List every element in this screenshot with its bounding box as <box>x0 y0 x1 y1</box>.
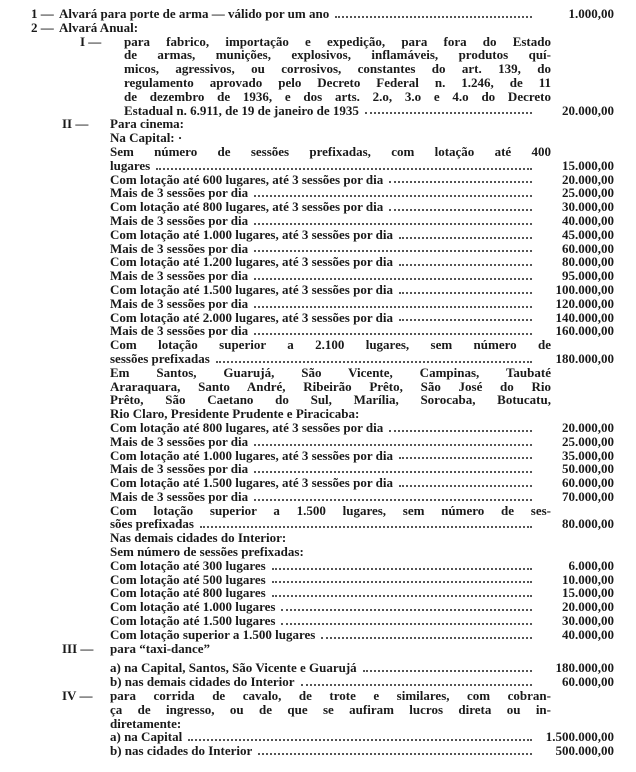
text-line <box>0 531 636 545</box>
item-description: Com lotação até 1.000 lugares <box>110 599 276 615</box>
text-line <box>0 117 636 131</box>
item-description: Com lotação até 300 lugares <box>110 557 266 573</box>
fee-item-row <box>0 586 636 600</box>
item-description: Rio Claro, Presidente Prudente e Piracicaba: <box>110 406 360 422</box>
dot-leader <box>258 745 532 755</box>
item-description: regulamento aprovado pelo Decreto Federal n. 1.246, de 11 <box>124 74 551 90</box>
dot-leader <box>399 449 532 459</box>
fee-item-row <box>0 462 636 476</box>
dot-leader <box>389 173 532 183</box>
fee-item-row <box>0 744 636 758</box>
item-description: Com lotação superior a 1.500 lugares <box>110 626 316 642</box>
fee-item-row <box>0 352 636 366</box>
item-description: Mais de 3 sessões por dia <box>110 185 249 201</box>
fee-item-row <box>0 490 636 504</box>
dot-leader <box>281 601 532 611</box>
fee-amount: 60.000,00 <box>562 674 614 690</box>
item-description: Mais de 3 sessões por dia <box>110 295 249 311</box>
item-description: Estadual n. 6.911, de 19 de janeiro de 1935 <box>124 102 359 118</box>
item-description: Com lotação até 1.500 lugares <box>110 613 276 629</box>
fee-amount: 120.000,00 <box>555 295 614 311</box>
item-description: Em Santos, Guarujá, São Vicente, Campinas, Taubaté <box>110 364 551 380</box>
item-description: Com lotação até 1.000 lugares, até 3 sessões por dia <box>110 226 393 242</box>
fee-amount: 95.000,00 <box>562 268 614 284</box>
text-line <box>0 504 636 518</box>
item-description: Com lotação até 600 lugares, até 3 sessões por dia <box>110 171 384 187</box>
fee-item-row <box>0 269 636 283</box>
item-description: Para cinema: <box>110 116 185 132</box>
fee-item-row <box>0 675 636 689</box>
fee-item-row <box>0 614 636 628</box>
fee-item-row <box>0 324 636 338</box>
fee-amount: 60.000,00 <box>562 475 614 491</box>
item-description: Com lotação até 1.200 lugares, até 3 sessões por dia <box>110 254 393 270</box>
item-description: Alvará Anual: <box>59 19 139 35</box>
text-line <box>0 380 636 394</box>
fee-amount: 50.000,00 <box>562 461 614 477</box>
item-description: Com lotação até 2.000 lugares, até 3 sessões por dia <box>110 309 393 325</box>
item-description: Com lotação até 1.500 lugares, até 3 sessões por dia <box>110 475 393 491</box>
dot-leader <box>399 477 532 487</box>
text-line <box>0 642 636 656</box>
dot-leader <box>254 242 532 252</box>
fee-item-row <box>0 159 636 173</box>
text-line <box>0 90 636 104</box>
item-description: sessões prefixadas <box>110 350 210 366</box>
fee-amount: 500.000,00 <box>555 743 614 759</box>
item-description: de dezembro de 1936, e dos arts. 2.o, 3.o e 4.o do Decreto <box>124 88 551 104</box>
text-line <box>0 717 636 731</box>
fee-amount: 30.000,00 <box>562 613 614 629</box>
fee-amount: 6.000,00 <box>568 557 614 573</box>
item-description: Sem número de sessões prefixadas: <box>110 544 304 560</box>
item-description: micos, agressivos, ou corrosivos, constantes do art. 139, do <box>124 61 551 77</box>
fee-item-row <box>0 7 636 21</box>
item-description: Com lotação até 800 lugares, até 3 sessões por dia <box>110 199 384 215</box>
fee-amount: 1.500.000,00 <box>545 729 614 745</box>
item-description: Mais de 3 sessões por dia <box>110 461 249 477</box>
item-description: Na Capital: · <box>110 130 183 146</box>
text-line <box>0 62 636 76</box>
fee-amount: 180.000,00 <box>555 350 614 366</box>
dot-leader <box>399 311 532 321</box>
fee-amount: 20.000,00 <box>562 102 614 118</box>
item-number: IV — <box>62 688 93 704</box>
dot-leader <box>254 491 532 501</box>
fee-item-row <box>0 449 636 463</box>
dot-leader <box>254 215 532 225</box>
fee-item-row <box>0 283 636 297</box>
fee-item-row <box>0 517 636 531</box>
dot-leader <box>272 560 532 570</box>
item-description: Alvará para porte de arma — válido por um ano <box>59 6 330 21</box>
item-description: para corrida de cavalo, de trote e similares, com cobran- <box>110 688 551 704</box>
dot-leader <box>363 662 532 672</box>
fee-amount: 20.000,00 <box>562 599 614 615</box>
fee-amount: 40.000,00 <box>562 626 614 642</box>
dot-leader <box>321 629 532 639</box>
fee-amount: 25.000,00 <box>562 185 614 201</box>
dot-leader <box>254 270 532 280</box>
fee-item-row <box>0 214 636 228</box>
item-description: Sem número de sessões prefixadas, com lotação até 400 <box>110 143 551 159</box>
text-line <box>0 703 636 717</box>
text-line <box>0 131 636 145</box>
dot-leader <box>254 298 532 308</box>
fee-item-row <box>0 255 636 269</box>
fee-item-row <box>0 628 636 642</box>
dot-leader <box>272 587 532 597</box>
dot-leader <box>188 731 532 741</box>
dot-leader <box>156 160 532 170</box>
item-description: b) nas cidades do Interior <box>110 743 253 759</box>
fee-amount: 80.000,00 <box>562 254 614 270</box>
fee-item-row <box>0 297 636 311</box>
item-number: 2 — <box>31 19 54 35</box>
fee-amount: 60.000,00 <box>562 240 614 256</box>
item-description: Com lotação superior a 2.100 lugares, sem número de <box>110 337 551 353</box>
dot-leader <box>301 676 532 686</box>
dot-leader <box>254 463 532 473</box>
dot-leader <box>365 104 532 114</box>
fee-item-row <box>0 242 636 256</box>
text-line <box>0 21 636 35</box>
fee-item-row <box>0 173 636 187</box>
fee-amount: 25.000,00 <box>562 433 614 449</box>
fee-amount: 160.000,00 <box>555 323 614 339</box>
fee-item-row <box>0 104 636 118</box>
item-description: Prêto, São Caetano do Sul, Marília, Sorocaba, Botucatu, <box>110 392 551 408</box>
item-description: diretamente: <box>110 715 182 731</box>
fee-amount: 1.000,00 <box>568 6 614 21</box>
dot-leader <box>254 187 532 197</box>
item-number: 1 — <box>31 6 54 21</box>
fee-item-row <box>0 573 636 587</box>
item-description: Mais de 3 sessões por dia <box>110 433 249 449</box>
dot-leader <box>216 353 532 363</box>
fee-amount: 20.000,00 <box>562 419 614 435</box>
item-description: Com lotação até 800 lugares <box>110 585 266 601</box>
item-description: ça de ingresso, ou de que se aufiram lucros direta ou in- <box>110 701 551 717</box>
text-line <box>0 76 636 90</box>
item-description: Com lotação até 500 lugares <box>110 571 266 587</box>
item-number: II — <box>62 116 89 132</box>
dot-leader <box>200 518 532 528</box>
item-description: Araraquara, Santo André, Ribeirão Prêto, São José do Rio <box>110 378 551 394</box>
text-line <box>0 145 636 159</box>
text-line <box>0 689 636 703</box>
item-description: para “taxi-dance” <box>110 640 211 656</box>
fee-item-row <box>0 435 636 449</box>
fee-amount: 45.000,00 <box>562 226 614 242</box>
fee-amount: 20.000,00 <box>562 171 614 187</box>
item-description: lugares <box>110 157 151 173</box>
fee-item-row <box>0 311 636 325</box>
fee-amount: 10.000,00 <box>562 571 614 587</box>
fee-amount: 140.000,00 <box>555 309 614 325</box>
dot-leader <box>399 256 532 266</box>
item-description: Nas demais cidades do Interior: <box>110 530 287 546</box>
fee-amount: 180.000,00 <box>555 660 614 676</box>
dot-leader <box>254 325 532 335</box>
item-description: Com lotação até 800 lugares, até 3 sessões por dia <box>110 419 384 435</box>
item-description: b) nas demais cidades do Interior <box>110 674 295 690</box>
item-description: a) na Capital <box>110 729 183 745</box>
item-description: Mais de 3 sessões por dia <box>110 323 249 339</box>
item-description: Mais de 3 sessões por dia <box>110 212 249 228</box>
item-description: a) na Capital, Santos, São Vicente e Guarujá <box>110 660 357 676</box>
fee-amount: 15.000,00 <box>562 585 614 601</box>
fee-item-row <box>0 476 636 490</box>
text-line <box>0 407 636 421</box>
item-description: Mais de 3 sessões por dia <box>110 268 249 284</box>
fee-item-row <box>0 730 636 744</box>
item-description: Mais de 3 sessões por dia <box>110 240 249 256</box>
text-line <box>0 338 636 352</box>
fee-item-row <box>0 421 636 435</box>
fee-amount: 40.000,00 <box>562 212 614 228</box>
text-line <box>0 366 636 380</box>
item-description: Com lotação superior a 1.500 lugares, sem número de ses- <box>110 502 551 518</box>
fee-amount: 70.000,00 <box>562 488 614 504</box>
fee-item-row <box>0 600 636 614</box>
fee-item-row <box>0 200 636 214</box>
item-number: III — <box>62 640 94 656</box>
fee-amount: 15.000,00 <box>562 157 614 173</box>
dot-leader <box>399 284 532 294</box>
fee-amount: 100.000,00 <box>555 281 614 297</box>
text-line <box>0 35 636 49</box>
fee-item-row <box>0 186 636 200</box>
item-number: I — <box>80 33 102 49</box>
tax-schedule-document <box>0 7 636 758</box>
item-description: para fabrico, importação e expedição, para fora do Estado <box>124 33 551 49</box>
dot-leader <box>254 436 532 446</box>
fee-amount: 30.000,00 <box>562 199 614 215</box>
fee-item-row <box>0 228 636 242</box>
item-description: Mais de 3 sessões por dia <box>110 488 249 504</box>
item-description: Com lotação até 1.500 lugares, até 3 sessões por dia <box>110 281 393 297</box>
fee-item-row <box>0 559 636 573</box>
dot-leader <box>272 573 532 583</box>
dot-leader <box>281 615 532 625</box>
fee-amount: 35.000,00 <box>562 447 614 463</box>
item-description: Com lotação até 1.000 lugares, até 3 sessões por dia <box>110 447 393 463</box>
text-line <box>0 48 636 62</box>
item-description: de armas, munições, explosivos, inflamáveis, produtos quí- <box>124 47 551 63</box>
text-line <box>0 393 636 407</box>
fee-amount: 80.000,00 <box>562 516 614 532</box>
fee-item-row <box>0 661 636 675</box>
dot-leader <box>389 422 532 432</box>
dot-leader <box>399 229 532 239</box>
text-line <box>0 545 636 559</box>
item-description: sões prefixadas <box>110 516 194 532</box>
dot-leader <box>335 8 532 18</box>
dot-leader <box>389 201 532 211</box>
